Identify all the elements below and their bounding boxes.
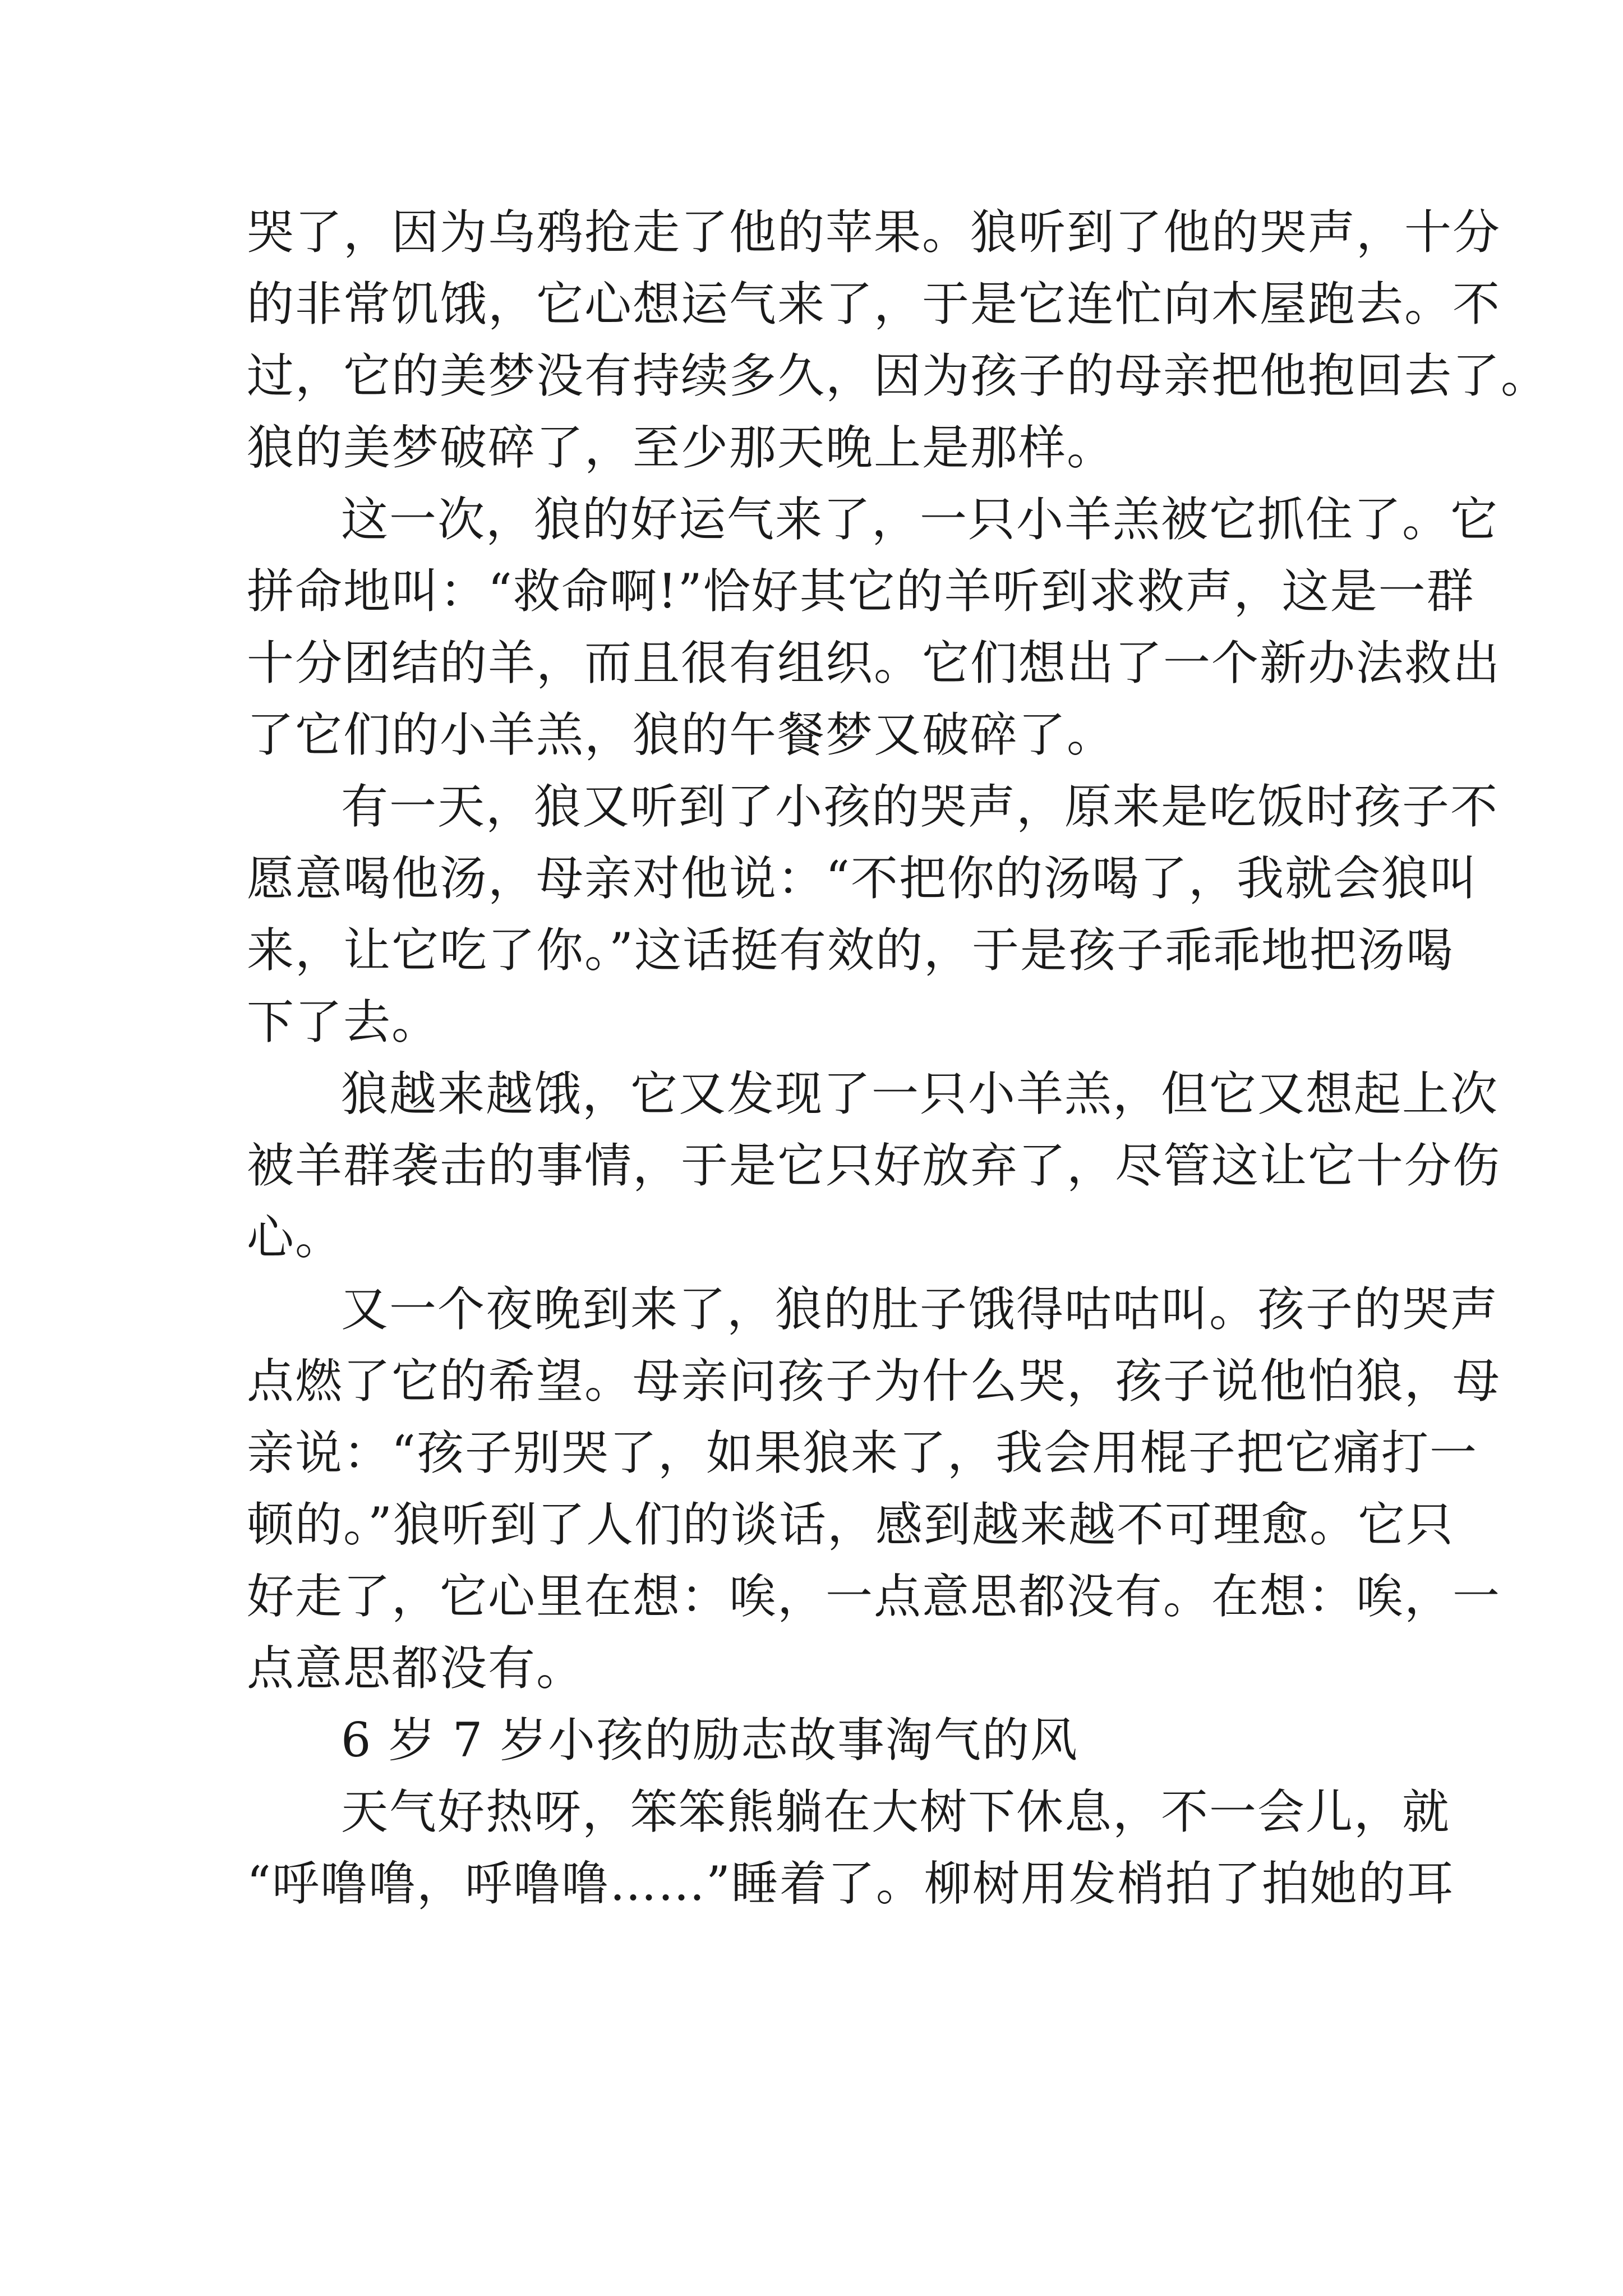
text-line: 点燃了它的希望。母亲问孩子为什么哭，孩子说他怕狼，母 bbox=[247, 1354, 1501, 1409]
text-line: “呼噜噜，呼噜噜……”睡着了。柳树用发梢拍了拍她的耳 bbox=[247, 1856, 1455, 1911]
text-line: 来，让它吃了你。”这话挺有效的，于是孩子乖乖地把汤喝 bbox=[247, 923, 1454, 978]
text-line: 愿意喝他汤，母亲对他说：“不把你的汤喝了，我就会狼叫 bbox=[247, 851, 1478, 906]
text-line: 了它们的小羊羔，狼的午餐梦又破碎了。 bbox=[247, 707, 1115, 762]
text-line: 有一天，狼又听到了小孩的哭声，原来是吃饭时孩子不 bbox=[341, 779, 1499, 834]
text-line: 拼命地叫：“救命啊!”恰好其它的羊听到求救声，这是一群 bbox=[247, 564, 1475, 619]
text-line: 亲说：“孩子别哭了，如果狼来了，我会用棍子把它痛打一 bbox=[247, 1425, 1478, 1480]
text-line: 下了去。 bbox=[247, 995, 440, 1050]
text-line: 这一次，狼的好运气来了，一只小羊羔被它抓住了。它 bbox=[341, 492, 1499, 547]
text-line: 过，它的美梦没有持续多久，因为孩子的母亲把他抱回去了。 bbox=[247, 348, 1550, 403]
text-line: 好走了，它心里在想：唉，一点意思都没有。在想：唉，一 bbox=[247, 1569, 1501, 1624]
text-line: 哭了，因为乌鸦抢走了他的苹果。狼听到了他的哭声，十分 bbox=[247, 205, 1501, 260]
text-line: 6 岁 7 岁小孩的励志故事淘气的风 bbox=[341, 1713, 1078, 1768]
text-line: 心。 bbox=[247, 1210, 344, 1265]
text-line: 狼越来越饿，它又发现了一只小羊羔，但它又想起上次 bbox=[341, 1066, 1499, 1121]
document-body bbox=[247, 196, 1550, 1920]
text-line: 狼的美梦破碎了，至少那天晚上是那样。 bbox=[247, 420, 1115, 475]
text-line: 又一个夜晚到来了，狼的肚子饿得咕咕叫。孩子的哭声 bbox=[341, 1282, 1499, 1337]
text-line: 天气好热呀，笨笨熊躺在大树下休息，不一会儿，就 bbox=[341, 1784, 1451, 1839]
text-line: 顿的。”狼听到了人们的谈话，感到越来越不可理愈。它只 bbox=[247, 1497, 1454, 1552]
text-line: 的非常饥饿，它心想运气来了，于是它连忙向木屋跑去。不 bbox=[247, 277, 1501, 332]
text-line: 十分团结的羊，而且很有组织。它们想出了一个新办法救出 bbox=[247, 636, 1501, 691]
text-line: 点意思都没有。 bbox=[247, 1641, 585, 1696]
text-line: 被羊群袭击的事情，于是它只好放弃了，尽管这让它十分伤 bbox=[247, 1138, 1501, 1193]
